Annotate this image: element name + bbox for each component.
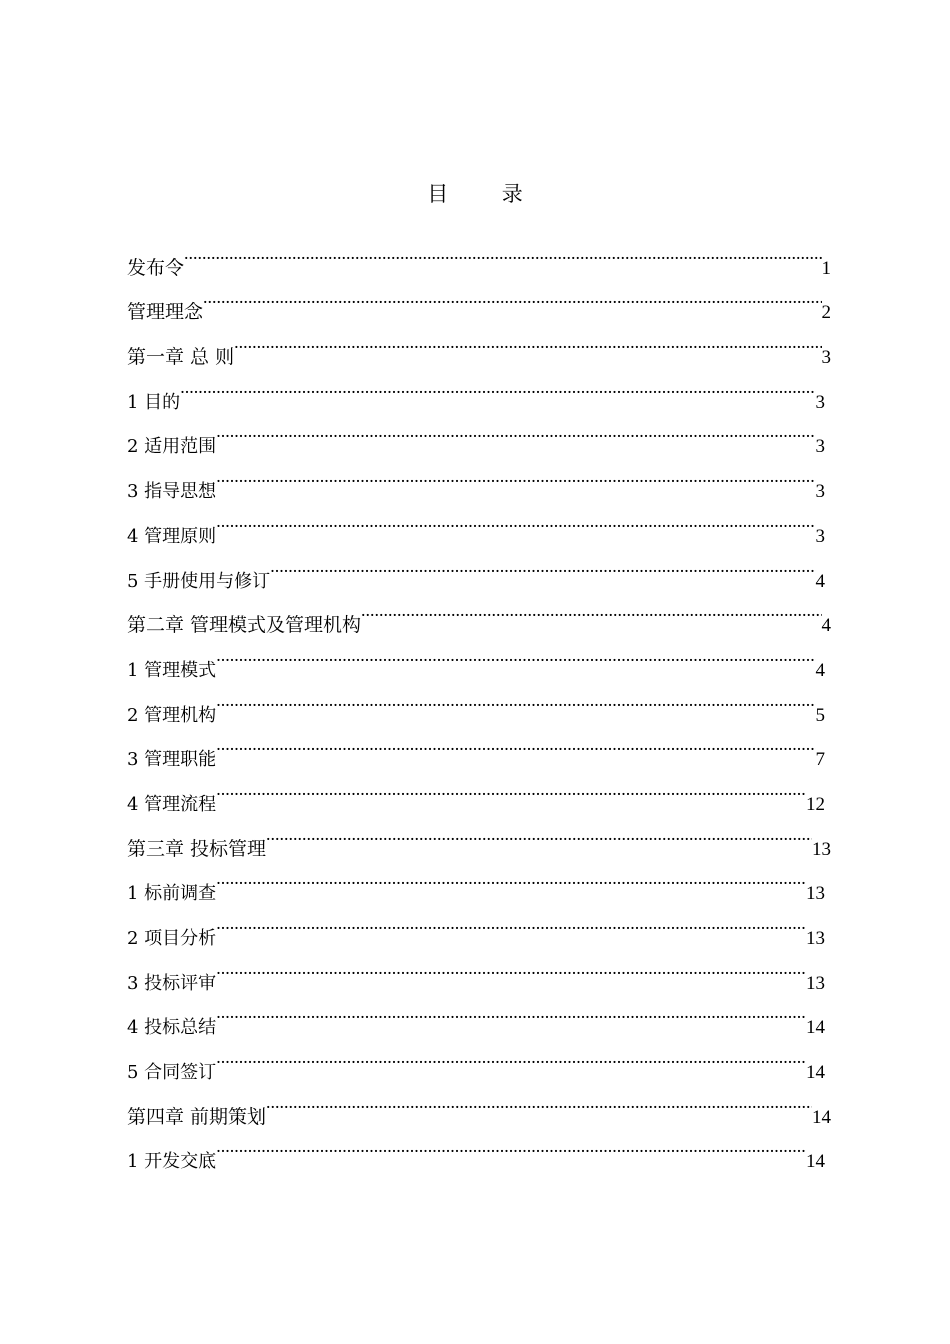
toc-section-entry[interactable] [127,855,831,905]
toc-dot-leader [216,721,815,766]
toc-chapter-entry[interactable] [127,318,831,369]
toc-section-entry[interactable] [127,989,831,1039]
toc-page-number: 4 [821,615,831,637]
toc-title: 目 录 [427,182,523,206]
toc-section-entry[interactable] [127,721,831,771]
toc-entry-label: 4 管理原则 [127,525,217,547]
toc-section-entry[interactable] [127,765,831,815]
toc-section-entry[interactable] [127,944,831,994]
toc-page-number: 13 [806,972,825,994]
toc-page-number: 12 [806,793,825,815]
toc-dot-leader [216,1123,806,1168]
toc-entry-label: 3 管理职能 [127,749,217,771]
toc-section-entry[interactable] [127,631,831,681]
toc-page-number: 14 [806,1062,825,1084]
toc-page-number: 13 [806,883,825,905]
toc-page-number: 3 [815,436,825,458]
toc-section-entry[interactable] [127,363,831,413]
toc-entry-label: 1 管理模式 [127,659,217,681]
toc-dot-leader [234,318,821,363]
toc-entry-label: 第二章 管理模式及管理机构 [127,614,362,637]
toc-page-number: 3 [815,525,825,547]
toc-entry-label: 第一章 总 则 [127,346,235,369]
toc-entry-label: 2 管理机构 [127,704,217,726]
toc-section-entry[interactable] [127,408,831,458]
toc-entry-label: 1 开发交底 [127,1151,217,1173]
toc-chapter-entry[interactable] [127,810,831,860]
toc-dot-leader [184,229,821,274]
toc-page-number: 14 [806,1017,825,1039]
toc-dot-leader [203,274,821,319]
toc-dot-leader [216,1033,806,1078]
toc-list [127,229,831,1173]
toc-dot-leader [216,631,815,676]
toc-dot-leader [216,989,806,1034]
toc-page-number: 4 [815,659,825,681]
toc-entry-label: 3 投标评审 [127,972,217,994]
toc-dot-leader [266,1078,812,1123]
toc-section-entry[interactable] [127,497,831,547]
toc-page-number: 3 [815,391,825,413]
toc-section-entry[interactable] [127,676,831,726]
toc-section-entry[interactable] [127,452,831,503]
toc-page-number: 14 [806,1151,825,1173]
toc-page-number: 1 [821,257,831,279]
toc-page-number: 7 [815,749,825,771]
toc-section-entry[interactable] [127,1123,831,1173]
toc-entry-label: 1 目的 [127,391,181,413]
toc-dot-leader [266,810,812,855]
toc-page-number: 14 [812,1106,831,1128]
toc-page-number: 2 [821,302,831,324]
toc-entry-label: 第三章 投标管理 [127,837,267,860]
toc-page-number: 3 [815,481,825,503]
toc-dot-leader [180,363,815,408]
toc-dot-leader [216,452,815,497]
toc-page-number: 5 [815,704,825,726]
toc-dot-leader [216,765,806,810]
toc-entry-label: 管理理念 [127,301,204,324]
toc-entry-label: 4 投标总结 [127,1017,217,1039]
toc-entry-label: 第四章 前期策划 [127,1105,267,1128]
toc-dot-leader [216,497,815,542]
toc-chapter-entry[interactable] [127,1078,831,1128]
toc-entry-label: 5 手册使用与修订 [127,570,271,592]
toc-dot-leader [216,855,806,900]
toc-entry-label: 1 标前调查 [127,883,217,905]
toc-dot-leader [216,676,815,721]
toc-entry-label: 2 适用范围 [127,436,217,458]
toc-dot-leader [216,899,806,944]
toc-dot-leader [216,944,806,989]
toc-dot-leader [216,408,815,453]
toc-dot-leader [270,542,815,587]
toc-chapter-entry[interactable] [127,229,831,279]
toc-section-entry[interactable] [127,899,831,949]
toc-page-number: 4 [815,570,825,592]
toc-entry-label: 4 管理流程 [127,793,217,815]
toc-entry-label: 5 合同签订 [127,1062,217,1084]
toc-section-entry[interactable] [127,542,831,592]
toc-section-entry[interactable] [127,1033,831,1084]
toc-chapter-entry[interactable] [127,274,831,324]
toc-page-number: 13 [812,838,831,860]
toc-entry-label: 发布令 [127,256,185,279]
toc-page-number: 13 [806,928,825,949]
toc-entry-label: 2 项目分析 [127,928,217,949]
toc-page-number: 3 [821,347,831,369]
toc-entry-label: 3 指导思想 [127,481,217,503]
toc-dot-leader [361,587,821,632]
